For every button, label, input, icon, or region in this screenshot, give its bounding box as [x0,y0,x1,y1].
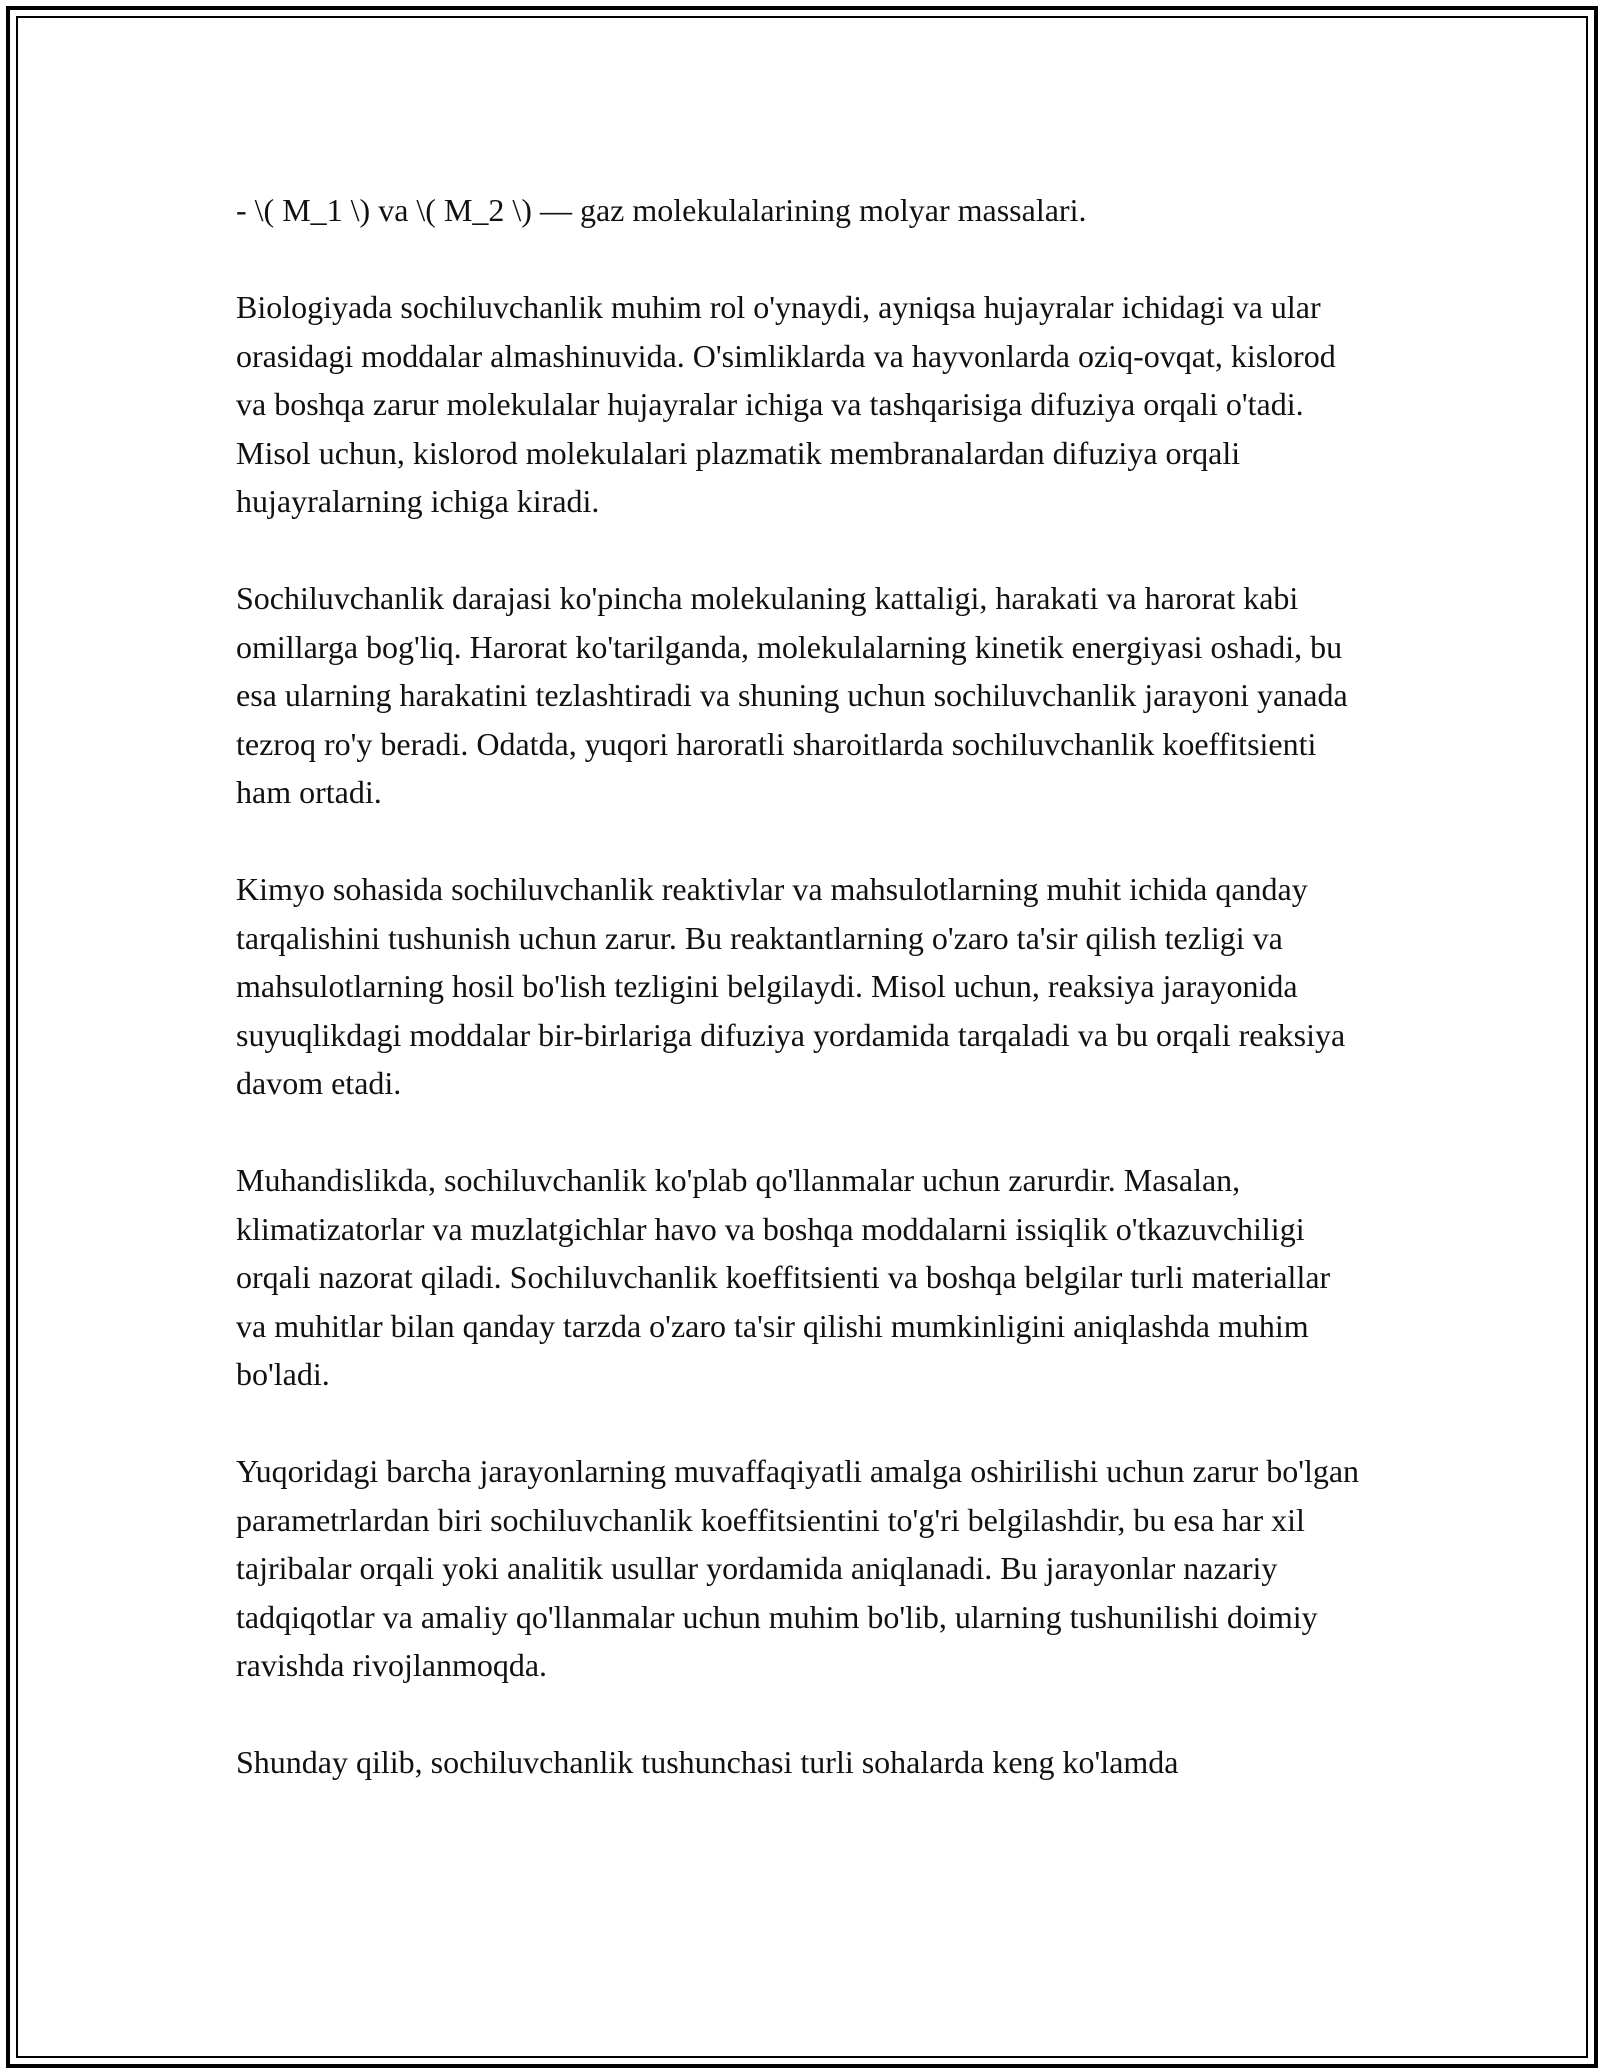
paragraph-conclusion: Shunday qilib, sochiluvchanlik tushunchasi turli sohalarda keng ko'lamda [236,1744,1179,1780]
paragraph-temperature: Sochiluvchanlik darajasi ko'pincha molekulaning kattaligi, harakati va harorat kabi omillarga bog'liq. Harorat ko'tarilganda, molekulalarning kinetik energiyasi oshadi, bu esa ularning harakatini tezlashtiradi va shuning uchun sochiluvchanlik jarayoni yanada tezroq ro'y beradi. Odatda, yuqori haroratli sharoitlarda sochiluvchanlik koeffitsienti ham ortadi. [236,580,1348,810]
paragraph-coefficient: Yuqoridagi barcha jarayonlarning muvaffaqiyatli amalga oshirilishi uchun zarur bo'lgan parametrlardan biri sochiluvchanlik koeffitsientini to'g'ri belgilashdir, bu esa har xil tajribalar orqali yoki analitik usullar yordamida aniqlanadi. Bu jarayonlar nazariy tadqiqotlar va amaliy qo'llanmalar uchun muhim bo'lib, ularning tushunilishi doimiy ravishda rivojlanmoqda. [236,1453,1360,1683]
document-body [236,186,1366,1835]
paragraph-biology: Biologiyada sochiluvchanlik muhim rol o'ynaydi, ayniqsa hujayralar ichidagi va ular orasidagi moddalar almashinuvida. O'simliklarda va hayvonlarda oziq-ovqat, kislorod va boshqa zarur molekulalar hujayralar ichiga va tashqarisiga difuziya orqali o'tadi. Misol uchun, kislorod molekulalari plazmatik membranalardan difuziya orqali hujayralarning ichiga kiradi. [236,289,1336,519]
paragraph-engineering: Muhandislikda, sochiluvchanlik ko'plab qo'llanmalar uchun zarurdir. Masalan, klimatizatorlar va muzlatgichlar havo va boshqa moddalarni issiqlik o'tkazuvchiligi orqali nazorat qiladi. Sochiluvchanlik koeffitsienti va boshqa belgilar turli materiallar va muhitlar bilan qanday tarzda o'zaro ta'sir qilishi mumkinligini aniqlashda muhim bo'ladi. [236,1162,1331,1392]
paragraph-chemistry: Kimyo sohasida sochiluvchanlik reaktivlar va mahsulotlarning muhit ichida qanday tarqalishini tushunish uchun zarur. Bu reaktantlarning o'zaro ta'sir qilish tezligi va mahsulotlarning hosil bo'lish tezligini belgilaydi. Misol uchun, reaksiya jarayonida suyuqlikdagi moddalar bir-birlariga difuziya yordamida tarqaladi va bu orqali reaksiya davom etadi. [236,871,1346,1101]
paragraph-molar-masses: - \( M_1 \) va \( M_2 \) — gaz molekulalarining molyar massalari. [236,192,1087,228]
